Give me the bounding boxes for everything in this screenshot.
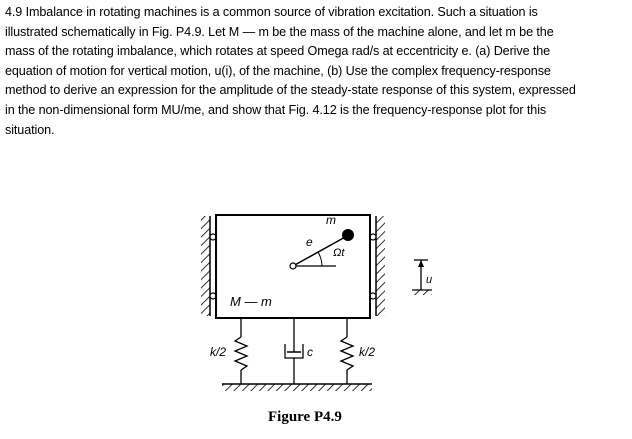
figure-p4-9	[0, 200, 632, 434]
figure-caption: Figure P4.9	[268, 409, 342, 425]
machine-diagram	[0, 200, 632, 434]
label-machine-mass: M — m	[230, 294, 272, 309]
ground	[222, 384, 372, 391]
problem-line-7: situation.	[5, 122, 55, 137]
label-eccentricity: e	[306, 235, 313, 249]
problem-line-2: illustrated schematically in Fig. P4.9. Let M — m be the mass of the machine alone, and let m be the	[5, 24, 554, 39]
right-wall-guide	[370, 216, 385, 316]
problem-statement	[5, 3, 630, 140]
problem-line-5: method to derive an expression for the amplitude of the steady-state response of this system, expressed	[5, 83, 576, 98]
spring-right	[341, 318, 353, 384]
label-spring-right: k/2	[359, 345, 376, 359]
label-rotating-mass: m	[326, 213, 336, 227]
problem-line-3: mass of the rotating imbalance, which rotates at speed Omega rad/s at eccentricity e. (a) Derive the	[5, 44, 551, 59]
label-displacement: u	[426, 274, 433, 286]
label-angle: Ωt	[333, 247, 345, 259]
rotating-mass	[342, 229, 354, 241]
spring-left	[235, 318, 247, 384]
label-spring-left: k/2	[210, 345, 227, 359]
label-damper: c	[307, 345, 313, 359]
damper	[285, 318, 303, 384]
problem-line-4: equation of motion for vertical motion, u(i), of the machine, (b) Use the complex frequency-response	[5, 63, 551, 78]
problem-line-1: 4.9 Imbalance in rotating machines is a common source of vibration excitation. Such a situation is	[5, 5, 538, 19]
left-wall-guide	[201, 216, 216, 316]
problem-line-6: in the non-dimensional form MU/me, and show that Fig. 4.12 is the frequency-response plot for this	[5, 102, 547, 117]
